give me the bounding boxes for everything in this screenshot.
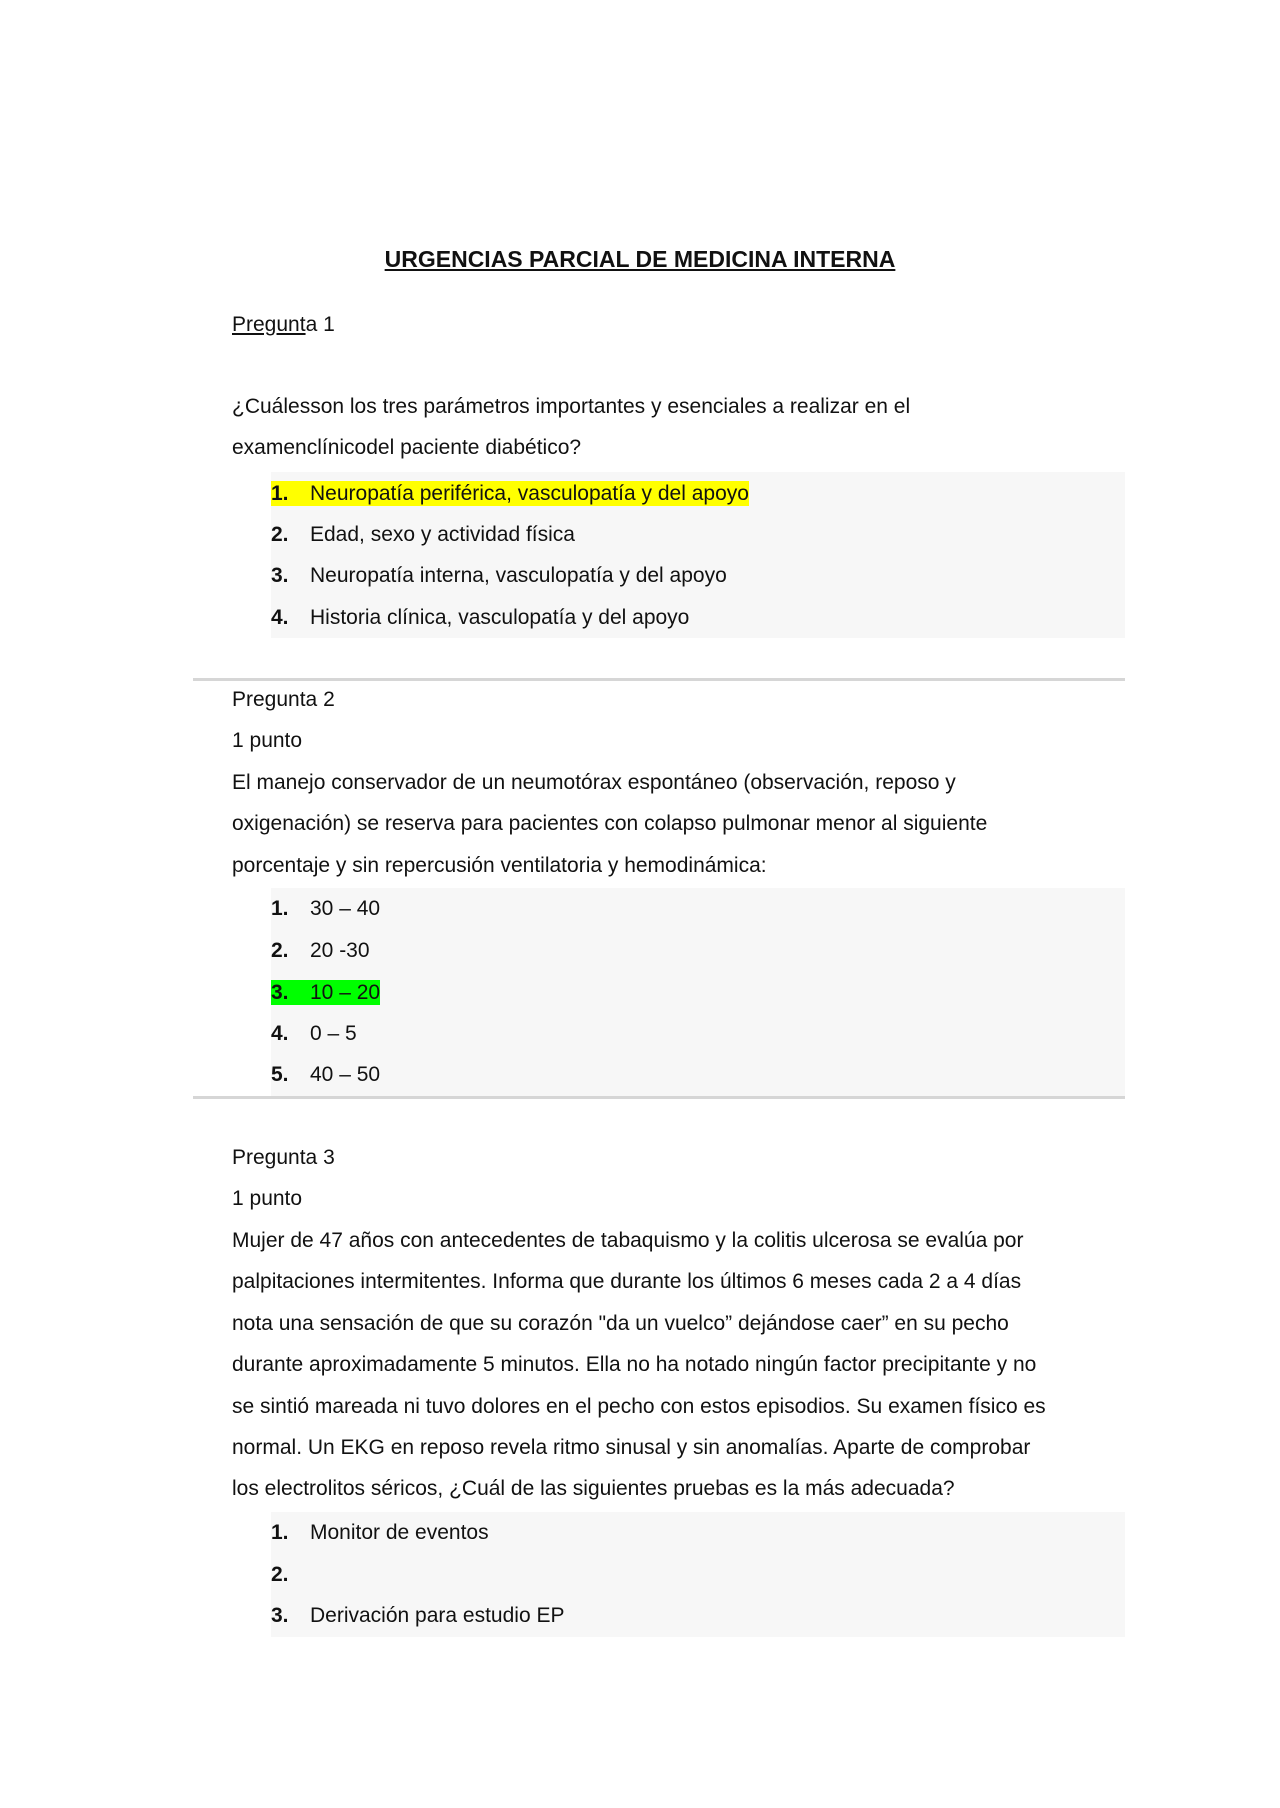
option-number: 3. [271, 1604, 289, 1627]
question-2-option-1[interactable] [271, 888, 1125, 930]
option-text: Neuropatía interna, vasculopatía y del apoyo [310, 564, 727, 587]
question-divider-2 [193, 1096, 1125, 1099]
question-1-option-1[interactable] [271, 472, 1125, 514]
option-number: 2. [271, 522, 289, 546]
question-2-option-5[interactable] [271, 1054, 1125, 1096]
question-1-options [271, 472, 1125, 638]
question-3-text-line-3: nota una sensación de que su corazón "da un vuelco” dejándose caer” en su pecho [232, 1312, 1009, 1335]
document-title: URGENCIAS PARCIAL DE MEDICINA INTERNA [384, 246, 896, 272]
question-3-option-3[interactable] [271, 1595, 1125, 1637]
option-number: 3. [271, 564, 289, 587]
question-2-options [271, 888, 1125, 1096]
question-2-option-4[interactable] [271, 1013, 1125, 1055]
question-3-label: Pregunta 3 [232, 1146, 335, 1169]
question-3-text-line-7: los electrolitos séricos, ¿Cuál de las siguientes pruebas es la más adecuada? [232, 1477, 955, 1500]
question-1-option-4[interactable] [271, 597, 1125, 639]
question-3-text-line-4: durante aproximadamente 5 minutos. Ella no ha notado ningún factor precipitante y no [232, 1353, 1037, 1376]
option-number: 2. [271, 938, 289, 962]
question-3-text-line-1: Mujer de 47 años con antecedentes de tabaquismo y la colitis ulcerosa se evalúa por [232, 1229, 1024, 1252]
option-text: 0 – 5 [310, 1021, 357, 1045]
option-number: 2. [271, 1562, 289, 1586]
option-number: 4. [271, 1021, 289, 1045]
question-1-label-rest: a 1 [305, 313, 335, 336]
question-1-option-3[interactable] [271, 555, 1125, 597]
highlight-correct-answer [271, 980, 380, 1005]
option-text: 40 – 50 [310, 1063, 381, 1086]
option-text: Edad, sexo y actividad física [310, 522, 575, 546]
question-3-text-line-5: se sintió mareada ni tuvo dolores en el pecho con estos episodios. Su examen físico es [232, 1395, 1046, 1418]
question-3-option-2[interactable] [271, 1554, 1125, 1596]
option-text: 10 – 20 [310, 980, 381, 1004]
question-3-option-1[interactable] [271, 1512, 1125, 1554]
option-number: 4. [271, 605, 289, 629]
question-1-label-underlined: Pregunt [232, 313, 306, 336]
highlight-correct-answer [271, 481, 749, 506]
option-text: Derivación para estudio EP [310, 1604, 565, 1627]
option-number: 5. [271, 1063, 289, 1086]
option-number: 1. [271, 481, 289, 505]
question-3-text-line-6: normal. Un EKG en reposo revela ritmo sinusal y sin anomalías. Aparte de comprobar [232, 1436, 1031, 1459]
question-2-points: 1 punto [232, 729, 303, 752]
option-text: 30 – 40 [310, 897, 381, 920]
option-text: Neuropatía periférica, vasculopatía y del apoyo [310, 481, 749, 505]
question-2-text-line-2: oxigenación) se reserva para pacientes con colapso pulmonar menor al siguiente [232, 812, 988, 835]
option-text: 20 -30 [310, 938, 370, 962]
question-2-option-2[interactable] [271, 930, 1125, 972]
question-2-text-line-1: El manejo conservador de un neumotórax espontáneo (observación, reposo y [232, 771, 956, 794]
question-1-text-line-2: examenclínicodel paciente diabético? [232, 436, 582, 459]
option-number: 1. [271, 1521, 289, 1544]
option-text: Historia clínica, vasculopatía y del apoyo [310, 605, 690, 629]
option-number: 1. [271, 897, 289, 920]
question-1-label [232, 304, 335, 345]
question-3-text-line-2: palpitaciones intermitentes. Informa que durante los últimos 6 meses cada 2 a 4 días [232, 1270, 1022, 1293]
question-1-option-2[interactable] [271, 514, 1125, 556]
option-number: 3. [271, 980, 289, 1004]
question-2-text-line-3: porcentaje y sin repercusión ventilatoria y hemodinámica: [232, 854, 767, 877]
question-2-option-3[interactable] [271, 971, 1125, 1013]
question-3-options [271, 1512, 1125, 1637]
question-2-label: Pregunta 2 [232, 688, 335, 711]
question-3-points: 1 punto [232, 1187, 303, 1210]
question-1-text-line-1: ¿Cuálesson los tres parámetros importantes y esenciales a realizar en el [232, 395, 911, 418]
option-text: Monitor de eventos [310, 1521, 489, 1544]
